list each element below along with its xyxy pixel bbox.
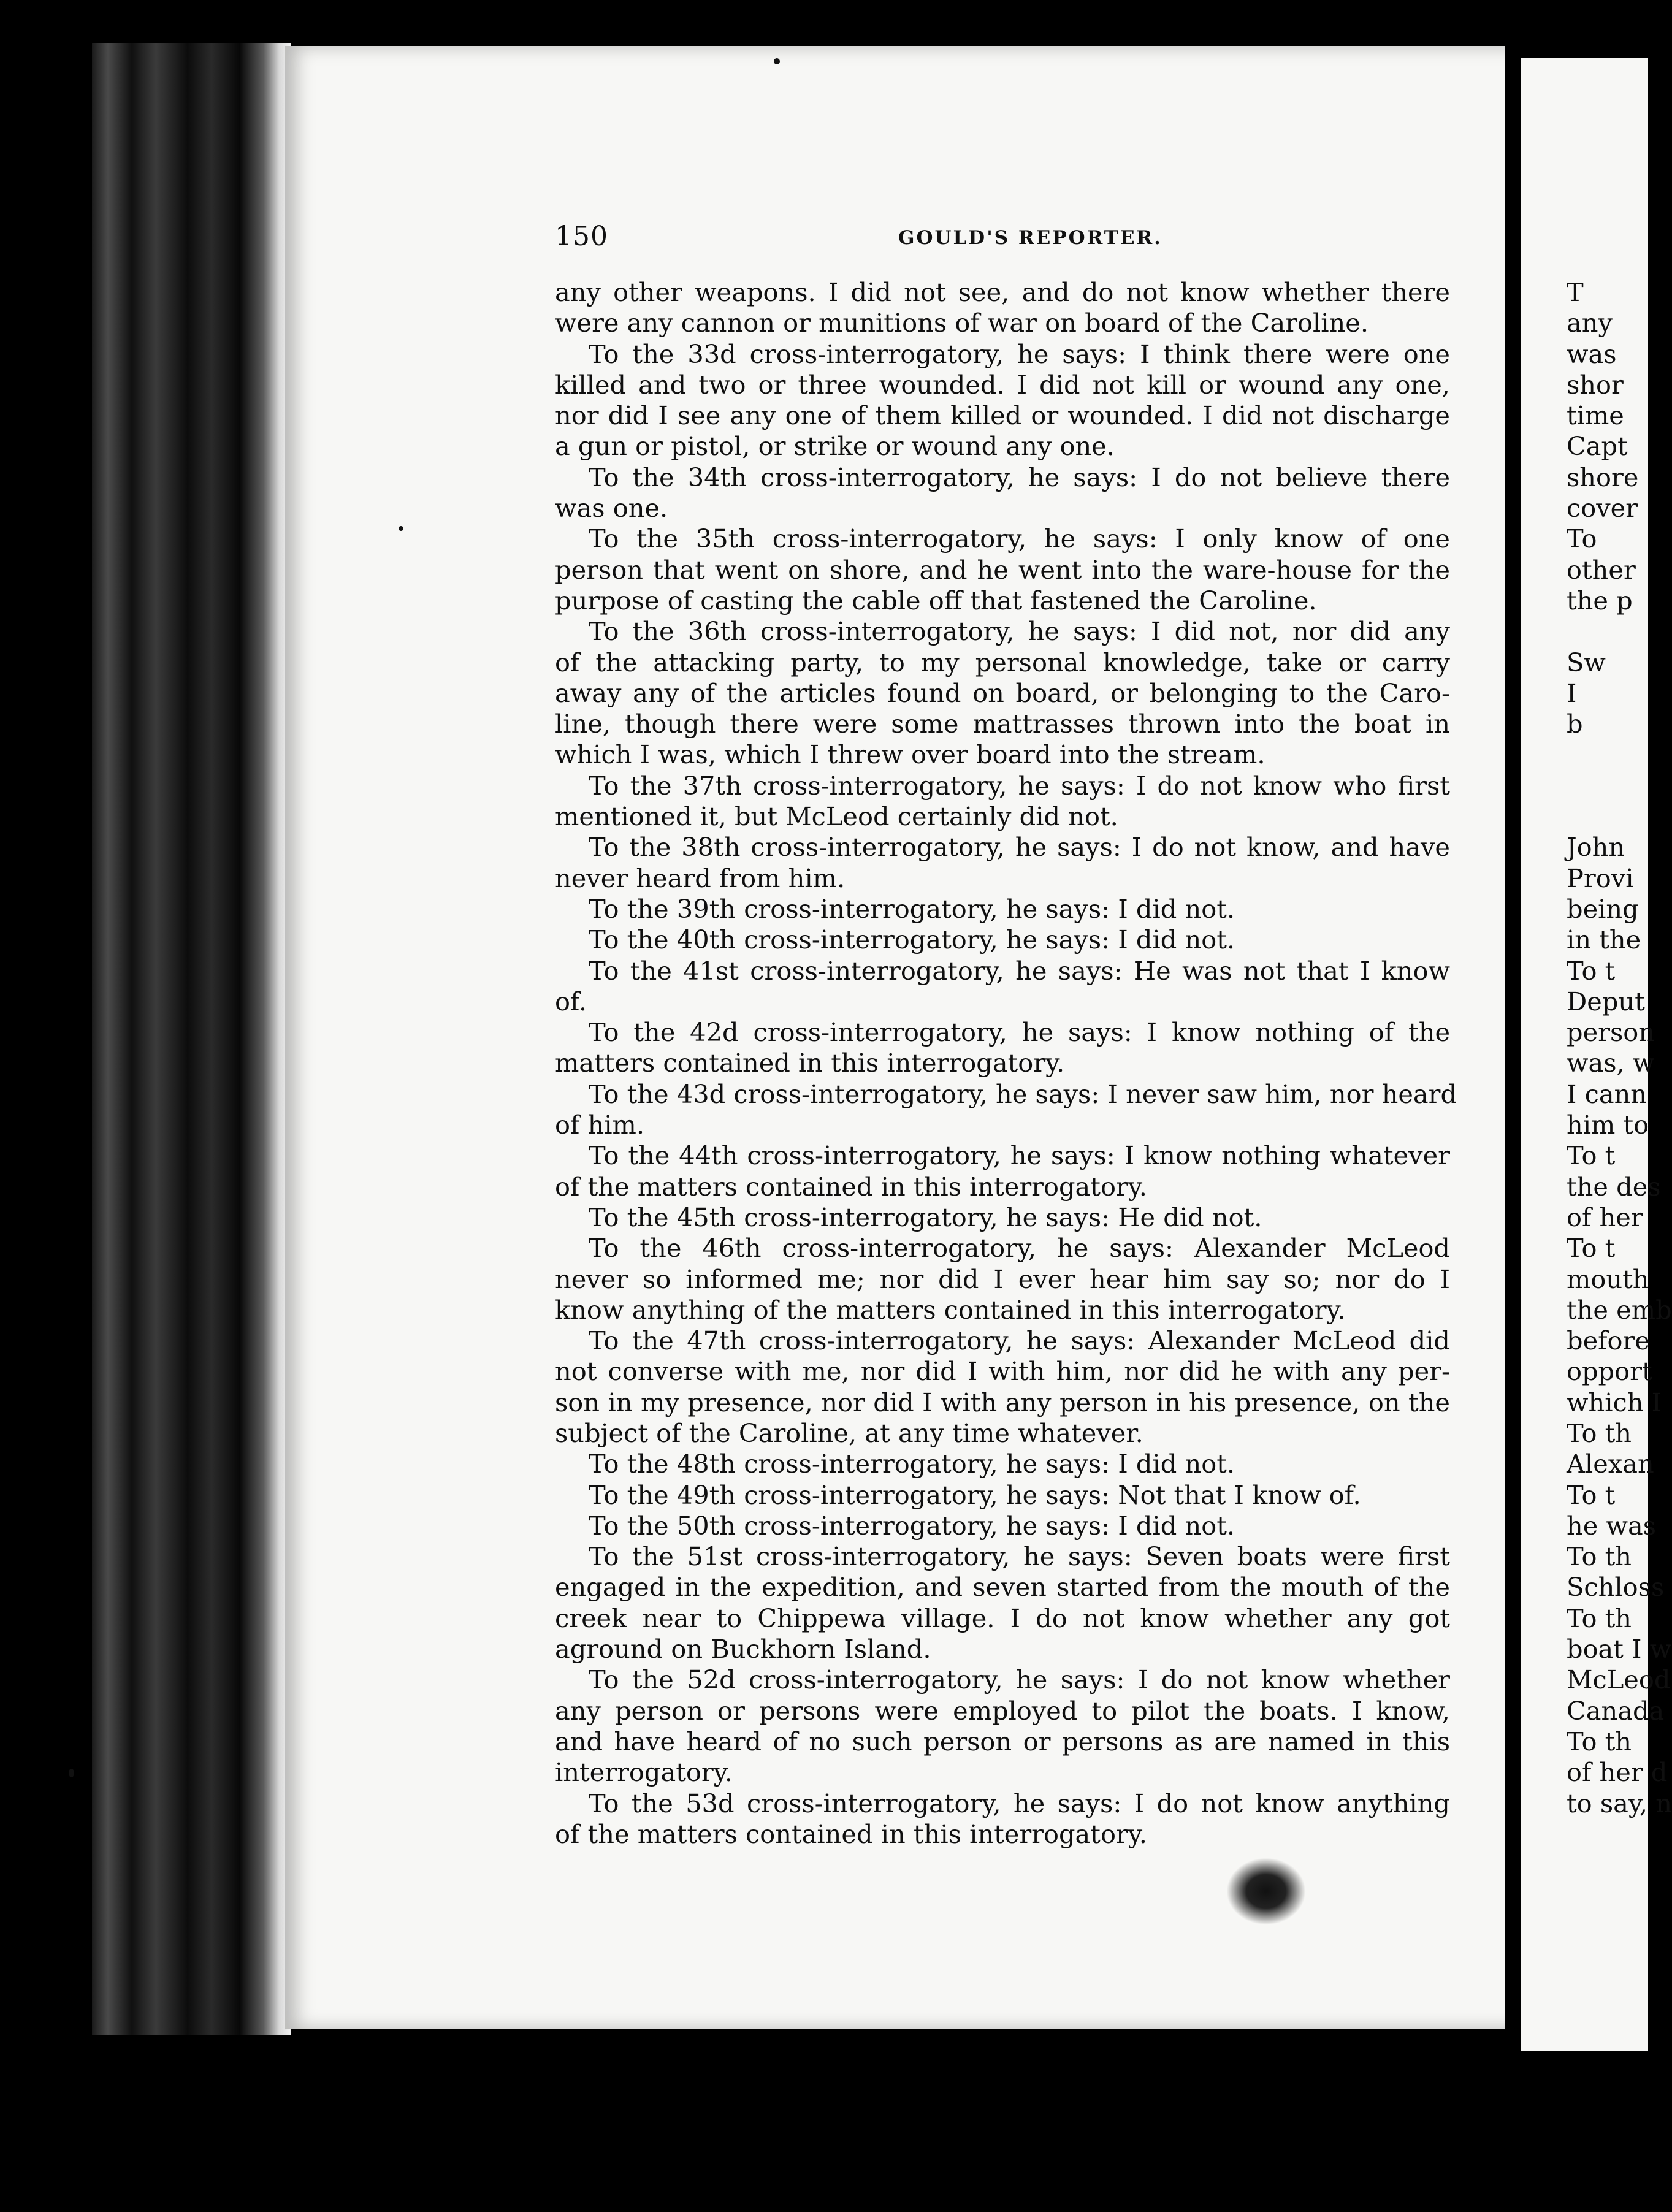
- text-line: of him.: [555, 1110, 645, 1140]
- text-line: was one.: [555, 493, 668, 524]
- text-line: and have heard of no such person or persons as are named in this: [555, 1726, 1450, 1756]
- text-line: never heard from him.: [555, 863, 846, 893]
- right-page-line: Alexan: [1567, 1449, 1654, 1479]
- right-page-line: time: [1567, 400, 1624, 431]
- text-line: To the 44th cross-interrogatory, he says: I know nothing whatever: [589, 1140, 1450, 1171]
- right-page-line: before: [1567, 1325, 1650, 1356]
- text-line: To the 46th cross-interrogatory, he says: Alexander McLeod: [589, 1233, 1450, 1264]
- right-page-line: any: [1567, 308, 1613, 338]
- text-line: line, though there were some mattrasses thrown into the boat in: [555, 709, 1450, 739]
- text-line: aground on Buckhorn Island.: [555, 1634, 931, 1665]
- text-line: know anything of the matters contained in this interrogatory.: [555, 1294, 1346, 1325]
- page-number: 150: [555, 221, 608, 252]
- right-page-line: the des: [1567, 1171, 1661, 1202]
- right-page-line: Provi: [1567, 863, 1634, 893]
- right-page-line: Schloss: [1567, 1572, 1665, 1603]
- ink-smudge: [1226, 1858, 1306, 1925]
- text-line: To the 47th cross-interrogatory, he says: Alexander McLeod did: [589, 1325, 1450, 1356]
- right-page-line: To th: [1567, 1417, 1632, 1448]
- text-line: of.: [555, 986, 587, 1016]
- right-page-line: I: [1567, 677, 1577, 708]
- text-line: To the 33d cross-interrogatory, he says: I think there were one: [589, 338, 1450, 369]
- page-header: [555, 221, 1450, 257]
- page-gutter: [1505, 37, 1521, 2060]
- text-line: matters contained in this interrogatory.: [555, 1048, 1065, 1078]
- right-page-line: T: [1567, 277, 1584, 307]
- right-page-line: To: [1567, 524, 1597, 554]
- right-page-line: [1567, 771, 1652, 801]
- right-page-line: [1567, 616, 1652, 647]
- text-line: of the matters contained in this interrogatory.: [555, 1818, 1147, 1849]
- right-page-line: the p: [1567, 585, 1633, 616]
- right-page-line: Deput: [1567, 986, 1645, 1016]
- right-page-line: mouth: [1567, 1264, 1649, 1294]
- right-page-line: he was: [1567, 1510, 1657, 1541]
- right-page-line: Capt: [1567, 431, 1628, 462]
- text-line: never so informed me; nor did I ever hear him say so; nor do I: [555, 1264, 1450, 1294]
- right-page-line: To th: [1567, 1541, 1632, 1572]
- text-line: To the 43d cross-interrogatory, he says: I never saw him, nor heard: [589, 1078, 1457, 1109]
- right-page-line: to say, n: [1567, 1788, 1672, 1818]
- right-page-line: Canada: [1567, 1695, 1665, 1726]
- text-line: not converse with me, nor did I with him, nor did he with any per-: [555, 1356, 1450, 1387]
- text-line: To the 51st cross-interrogatory, he says: Seven boats were first: [589, 1541, 1450, 1572]
- right-page-line: of her d: [1567, 1757, 1668, 1788]
- right-page-line: other: [1567, 554, 1636, 585]
- ink-speck: [399, 526, 403, 531]
- text-line: killed and two or three wounded. I did not kill or wound any one,: [555, 369, 1450, 400]
- right-page-line: was: [1567, 338, 1617, 369]
- right-page-line: being: [1567, 893, 1639, 924]
- text-line: person that went on shore, and he went into the ware-house for the: [555, 554, 1450, 585]
- text-line: son in my presence, nor did I with any person in his presence, on the: [555, 1387, 1450, 1417]
- text-line: To the 50th cross-interrogatory, he says: I did not.: [589, 1510, 1235, 1541]
- text-line: engaged in the expedition, and seven started from the mouth of the: [555, 1572, 1450, 1603]
- text-line: interrogatory.: [555, 1757, 733, 1788]
- text-line: nor did I see any one of them killed or wounded. I did not discharge: [555, 400, 1450, 431]
- right-page-line: boat I w: [1567, 1634, 1672, 1665]
- right-page-line: To t: [1567, 1479, 1616, 1510]
- text-line: of the matters contained in this interrogatory.: [555, 1171, 1147, 1202]
- text-line: a gun or pistol, or strike or wound any one.: [555, 431, 1115, 462]
- text-line: To the 36th cross-interrogatory, he says: I did not, nor did any: [589, 616, 1450, 647]
- right-page-line: which I: [1567, 1387, 1662, 1417]
- right-page-line: of her: [1567, 1202, 1643, 1232]
- text-line: To the 39th cross-interrogatory, he says: I did not.: [589, 893, 1235, 924]
- right-page-line: shor: [1567, 369, 1624, 400]
- right-page-text: [1567, 277, 1672, 1819]
- text-line: To the 42d cross-interrogatory, he says: I know nothing of the: [589, 1017, 1450, 1048]
- right-page-line: person: [1567, 1017, 1655, 1048]
- text-line: To the 45th cross-interrogatory, he says: He did not.: [589, 1202, 1262, 1232]
- text-line: any person or persons were employed to pilot the boats. I know,: [555, 1695, 1450, 1726]
- right-page-line: John: [1567, 832, 1625, 863]
- body-text: [555, 277, 1457, 1850]
- book-spine: [92, 43, 291, 2035]
- text-line: To the 49th cross-interrogatory, he says: Not that I know of.: [589, 1479, 1361, 1510]
- text-line: To the 35th cross-interrogatory, he says: I only know of one: [589, 524, 1450, 554]
- right-page-line: was, w: [1567, 1048, 1655, 1078]
- text-line: mentioned it, but McLeod certainly did not.: [555, 801, 1118, 832]
- right-page-line: [1567, 801, 1652, 832]
- right-page-line: shore: [1567, 462, 1639, 492]
- text-line: creek near to Chippewa village. I do not know whether any got: [555, 1603, 1450, 1633]
- text-line: were any cannon or munitions of war on board of the Caroline.: [555, 308, 1369, 338]
- right-page-line: To t: [1567, 1233, 1616, 1264]
- right-page-line: To th: [1567, 1726, 1632, 1756]
- right-page-line: To th: [1567, 1603, 1632, 1633]
- text-line: purpose of casting the cable off that fastened the Caroline.: [555, 585, 1317, 616]
- right-page-line: I cann: [1567, 1078, 1647, 1109]
- text-line: To the 37th cross-interrogatory, he says: I do not know who first: [589, 770, 1450, 801]
- right-page-line: Sw: [1567, 647, 1606, 677]
- right-page-line: McLeod: [1567, 1665, 1671, 1695]
- right-page-line: To t: [1567, 1140, 1616, 1171]
- text-line: any other weapons. I did not see, and do not know whether there: [555, 277, 1450, 307]
- text-line: To the 38th cross-interrogatory, he says: I do not know, and have: [589, 832, 1450, 863]
- right-page-line: [1567, 739, 1652, 770]
- right-page-line: b: [1567, 709, 1583, 739]
- right-page-line: in the: [1567, 925, 1641, 955]
- text-line: To the 34th cross-interrogatory, he says: I do not believe there: [589, 462, 1450, 492]
- right-page-line: opport: [1567, 1356, 1652, 1387]
- right-page-line: To t: [1567, 955, 1616, 986]
- text-line: away any of the articles found on board, or belonging to the Caro-: [555, 677, 1450, 708]
- text-line: To the 52d cross-interrogatory, he says: I do not know whether: [589, 1665, 1450, 1695]
- right-page-line: cover: [1567, 493, 1638, 524]
- right-page-line: the emb: [1567, 1294, 1672, 1325]
- text-line: To the 41st cross-interrogatory, he says: He was not that I know: [589, 955, 1450, 986]
- text-line: subject of the Caroline, at any time whatever.: [555, 1417, 1143, 1448]
- ink-speck: [69, 1769, 74, 1777]
- running-head: GOULD'S REPORTER.: [898, 227, 1163, 249]
- ink-speck: [774, 58, 780, 64]
- text-line: To the 40th cross-interrogatory, he says: I did not.: [589, 925, 1235, 955]
- text-line: which I was, which I threw over board into the stream.: [555, 739, 1265, 770]
- text-line: To the 53d cross-interrogatory, he says: I do not know anything: [589, 1788, 1450, 1818]
- text-line: of the attacking party, to my personal knowledge, take or carry: [555, 647, 1450, 677]
- right-page-line: him to: [1567, 1110, 1649, 1140]
- text-line: To the 48th cross-interrogatory, he says: I did not.: [589, 1449, 1235, 1479]
